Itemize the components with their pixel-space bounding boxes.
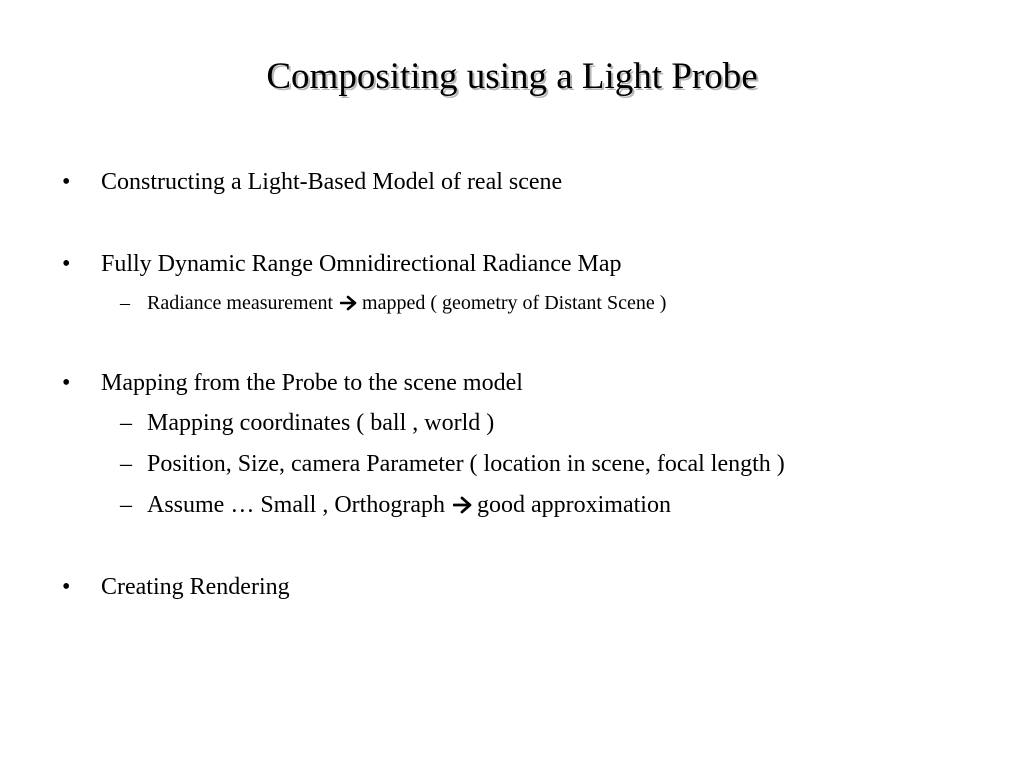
sub-text: Mapping coordinates ( ball , world ) (147, 410, 495, 436)
sub-item-3-3 (120, 490, 671, 520)
sub-item-3-2 (120, 449, 785, 479)
bullet-icon: • (62, 251, 71, 277)
bullet-text: Fully Dynamic Range Omnidirectional Radiance Map (101, 251, 622, 277)
sub-text-after-arrow: good approximation (476, 492, 671, 518)
dash-icon: – (120, 451, 132, 477)
bullet-item-4 (62, 572, 290, 602)
dash-icon: – (120, 410, 132, 436)
bullet-text: Creating Rendering (101, 574, 290, 600)
bullet-text: Constructing a Light-Based Model of real scene (101, 169, 563, 195)
bullet-text: Mapping from the Probe to the scene model (101, 370, 523, 396)
sub-text-before-arrow: Radiance measurement (147, 292, 334, 314)
bullet-icon: • (62, 370, 71, 396)
sub-item-3-1 (120, 408, 494, 438)
right-arrow-icon (340, 295, 358, 311)
dash-icon: – (120, 492, 132, 518)
sub-text-before-arrow: Assume … Small , Orthograph (147, 492, 445, 518)
sub-text: Position, Size, camera Parameter ( location in scene, focal length ) (147, 451, 785, 477)
dash-icon: – (120, 292, 130, 314)
sub-text-after-arrow: mapped ( geometry of Distant Scene ) (362, 292, 667, 314)
bullet-item-2 (62, 249, 622, 279)
right-arrow-icon (453, 496, 473, 514)
bullet-icon: • (62, 574, 71, 600)
bullet-icon: • (62, 169, 71, 195)
slide-title: Compositing using a Light Probe (266, 56, 758, 97)
bullet-item-1 (62, 167, 562, 197)
bullet-item-3 (62, 368, 523, 398)
sub-item-2-1 (120, 288, 666, 318)
